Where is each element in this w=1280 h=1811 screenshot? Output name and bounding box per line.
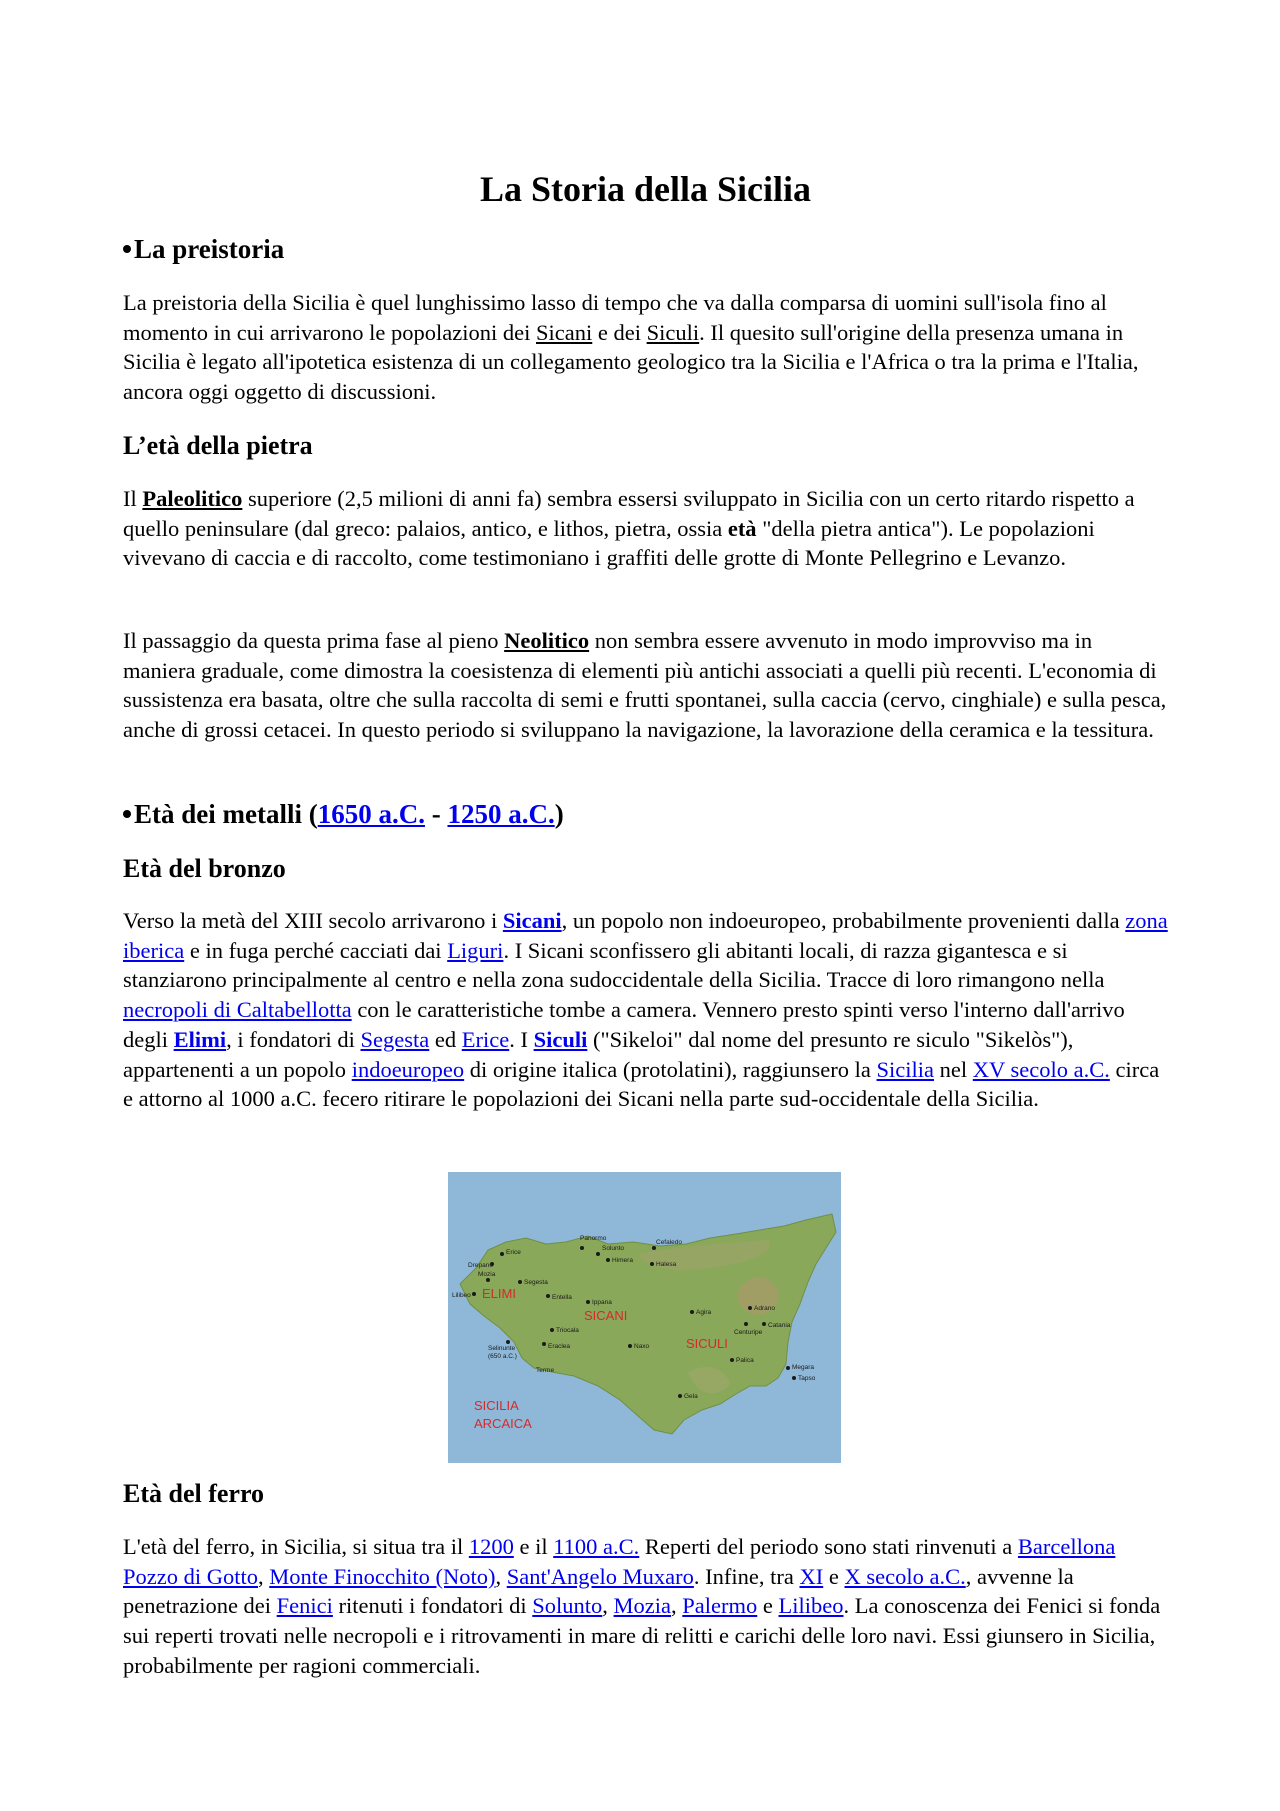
bullet-icon (123, 810, 131, 818)
map-caption-line1: SICILIA (474, 1398, 519, 1413)
map-dot (586, 1300, 590, 1304)
heading-eta-metalli: Età dei metalli (1650 a.C. - 1250 a.C.) (123, 797, 564, 831)
map-dot (486, 1278, 490, 1282)
map-dot (596, 1252, 600, 1256)
map-label-lilibeo: Lilibeo (452, 1292, 471, 1299)
map-label-ippana: Ippana (592, 1299, 612, 1306)
link-santangelo-muxaro[interactable]: Sant'Angelo Muxaro (506, 1563, 694, 1589)
link-siculi[interactable]: Siculi (646, 319, 700, 345)
link-1100-ac[interactable]: 1100 a.C. (553, 1534, 640, 1559)
map-graphic (448, 1172, 841, 1463)
map-label-cefaledo: Cefaledo (656, 1239, 683, 1246)
map-dot (786, 1366, 790, 1370)
paragraph-ferro: L'età del ferro, in Sicilia, si situa tra il 1200 e il 1100 a.C. Reperti del periodo sono stati rinvenuti a Barcellona Pozzo di Gotto, Monte Finocchito (Noto), Sant'Angelo Muxaro. Infine, tra XI e X secolo a.C., avvenne la penetrazione dei Fenici ritenuti i fondatori di Solunto, Mozia, Palermo e Lilibeo. La conoscenza dei Fenici si fonda sui reperti trovati nelle necropoli e i ritrovamenti in mare di relitti e carichi delle loro navi. Essi giunsero in Sicilia, probabilmente per ragioni commerciali. (123, 1534, 1161, 1678)
map-caption-line2: ARCAICA (474, 1416, 532, 1431)
map-dot (690, 1310, 694, 1314)
link-1200[interactable]: 1200 (468, 1534, 514, 1559)
map-dot (650, 1262, 654, 1266)
link-mozia[interactable]: Mozia (613, 1593, 672, 1619)
paragraph-paleolitico: Il Paleolitico superiore (2,5 milioni di anni fa) sembra essersi sviluppato in Sicilia con un certo ritardo rispetto a quello peninsulare (dal greco: palaios, antico, e lithos, pietra, ossia età "della pietra antica"). Le popolazioni vivevano di caccia e di raccolto, come testimoniano i graffiti delle grotte di Monte Pellegrino e Levanzo. (123, 486, 1135, 571)
map-label-adrano: Adrano (754, 1305, 775, 1312)
link-x-secolo[interactable]: X secolo a.C. (844, 1563, 966, 1589)
bold-eta: età (727, 515, 757, 541)
map-label-centuripe: Centuripe (734, 1329, 763, 1336)
map-label-himera: Himera (612, 1257, 633, 1264)
map-dot (652, 1246, 656, 1250)
map-label-erice: Erice (506, 1249, 521, 1256)
link-barcellona[interactable]: Barcellona Pozzo di Gotto (123, 1534, 1116, 1589)
heading-preistoria (123, 232, 284, 266)
map-dot (730, 1358, 734, 1362)
link-fenici[interactable]: Fenici (276, 1593, 333, 1619)
link-solunto[interactable]: Solunto (532, 1593, 603, 1619)
map-label-selinunte: Selinunte (488, 1345, 516, 1352)
heading-eta-ferro: Età del ferro (123, 1479, 265, 1508)
map-region-siculi: SICULI (686, 1336, 728, 1351)
link-1650-ac[interactable]: 1650 a.C. (317, 799, 425, 829)
map-label-mozia: Mozia (478, 1271, 496, 1278)
map-label-solunto: Solunto (602, 1245, 625, 1252)
link-zona-iberica[interactable]: zona iberica (123, 908, 1168, 963)
page-title: La Storia della Sicilia (479, 169, 811, 209)
link-xv-secolo[interactable]: XV secolo a.C. (972, 1056, 1110, 1082)
map-label-selinunte-date: (650 a.C.) (488, 1353, 517, 1360)
map-dot (472, 1292, 476, 1296)
paragraph-preistoria: La preistoria della Sicilia è quel lunghissimo lasso di tempo che va dalla comparsa di uomini sull'isola fino al momento in cui arrivarono le popolazioni dei Sicani e dei Siculi. Il quesito sull'origine della presenza umana in Sicilia è legato all'ipotetica esistenza di un collegamento geologico tra la Sicilia e l'Africa o tra la prima e l'Italia, ancora oggi oggetto di discussioni. (123, 290, 1139, 405)
link-liguri[interactable]: Liguri (447, 937, 504, 963)
link-sicilia[interactable]: Sicilia (876, 1056, 935, 1082)
link-sicani[interactable]: Sicani (536, 319, 593, 345)
map-dot (678, 1394, 682, 1398)
map-dot (744, 1322, 748, 1326)
map-label-drepano: Drepano (468, 1262, 493, 1269)
link-lilibeo[interactable]: Lilibeo (778, 1593, 844, 1619)
map-sicilia-arcaica (448, 1172, 841, 1463)
map-label-eraclea: Eraclea (548, 1343, 571, 1350)
map-label-agira: Agira (696, 1309, 712, 1316)
map-label-catania: Catania (768, 1322, 791, 1329)
map-region-sicani: SICANI (584, 1308, 628, 1323)
link-segesta[interactable]: Segesta (360, 1026, 430, 1052)
link-siculi-bold[interactable]: Siculi (533, 1026, 588, 1052)
map-region-elimi: ELIMI (482, 1286, 516, 1301)
paragraph-neolitico: Il passaggio da questa prima fase al pieno Neolitico non sembra essere avvenuto in modo improvviso ma in maniera graduale, come dimostra la coesistenza di elementi più antichi associati a quelli più recenti. L'economia di sussistenza era basata, oltre che sulla raccolta di semi e frutti spontanei, sulla caccia (cervo, cinghiale) e sulla pesca, anche di grossi cetacei. In questo periodo si sviluppano la navigazione, la lavorazione della ceramica e la tessitura. (123, 628, 1167, 743)
link-erice[interactable]: Erice (461, 1026, 510, 1052)
map-label-segesta: Segesta (524, 1279, 548, 1286)
map-dot (628, 1344, 632, 1348)
map-label-naxo: Naxo (634, 1343, 650, 1350)
map-dot (550, 1328, 554, 1332)
link-xi[interactable]: XI (799, 1563, 824, 1589)
map-dot (542, 1342, 546, 1346)
map-label-gela: Gela (684, 1393, 698, 1400)
heading-preistoria-text: La preistoria (134, 234, 285, 264)
map-dot (506, 1340, 510, 1344)
link-sicani-bold[interactable]: Sicani (502, 908, 562, 933)
heading-eta-pietra: L’età della pietra (123, 431, 313, 460)
map-dot (518, 1280, 522, 1284)
map-label-halesa: Halesa (656, 1261, 677, 1268)
map-label-palica: Palica (736, 1357, 754, 1364)
link-necropoli-caltabellotta[interactable]: necropoli di Caltabellotta (123, 997, 352, 1023)
bullet-icon (123, 245, 131, 253)
map-label-megara: Megara (792, 1364, 815, 1371)
paragraph-bronzo: Verso la metà del XIII secolo arrivarono i Sicani, un popolo non indoeuropeo, probabilmente provenienti dalla zona iberica e in fuga perché cacciati dai Liguri. I Sicani sconfissero gli abitanti locali, di razza gigantesca e si stanziarono principalmente al centro e nella zona sudoccidentale della Sicilia. Tracce di loro rimangono nella necropoli di Caltabellotta con le caratteristiche tombe a camera. Vennero presto spinti verso l'interno dall'arrivo degli Elimi, i fondatori di Segesta ed Erice. I Siculi ("Sikeloi" dal nome del presunto re siculo "Sikelòs"), appartenenti a un popolo indoeuropeo di origine italica (protolatini), raggiunsero la Sicilia nel XV secolo a.C. circa e attorno al 1000 a.C. fecero ritirare le popolazioni dei Sicani nella parte sud-occidentale della Sicilia. (123, 908, 1168, 1112)
link-elimi[interactable]: Elimi (173, 1026, 227, 1052)
map-label-triocala: Triocala (556, 1327, 579, 1334)
map-dot (748, 1306, 752, 1310)
link-neolitico[interactable]: Neolitico (504, 628, 590, 653)
link-palermo[interactable]: Palermo (682, 1593, 758, 1619)
map-label-entella: Entella (552, 1294, 572, 1301)
map-dot (762, 1322, 766, 1326)
map-dot (546, 1294, 550, 1298)
link-paleolitico[interactable]: Paleolitico (142, 486, 243, 511)
map-label-tapso: Tapso (798, 1375, 816, 1382)
heading-eta-bronzo: Età del bronzo (123, 854, 286, 883)
map-label-panormo: Panormo (580, 1235, 607, 1242)
map-dot (580, 1246, 584, 1250)
link-1250-ac[interactable]: 1250 a.C. (447, 799, 555, 829)
link-indoeuropeo[interactable]: indoeuropeo (351, 1056, 465, 1082)
map-dot (792, 1376, 796, 1380)
link-monte-finocchito[interactable]: Monte Finocchito (Noto) (269, 1563, 496, 1589)
map-label-terme: Terme (536, 1367, 555, 1374)
map-dot (606, 1258, 610, 1262)
map-dot (500, 1252, 504, 1256)
